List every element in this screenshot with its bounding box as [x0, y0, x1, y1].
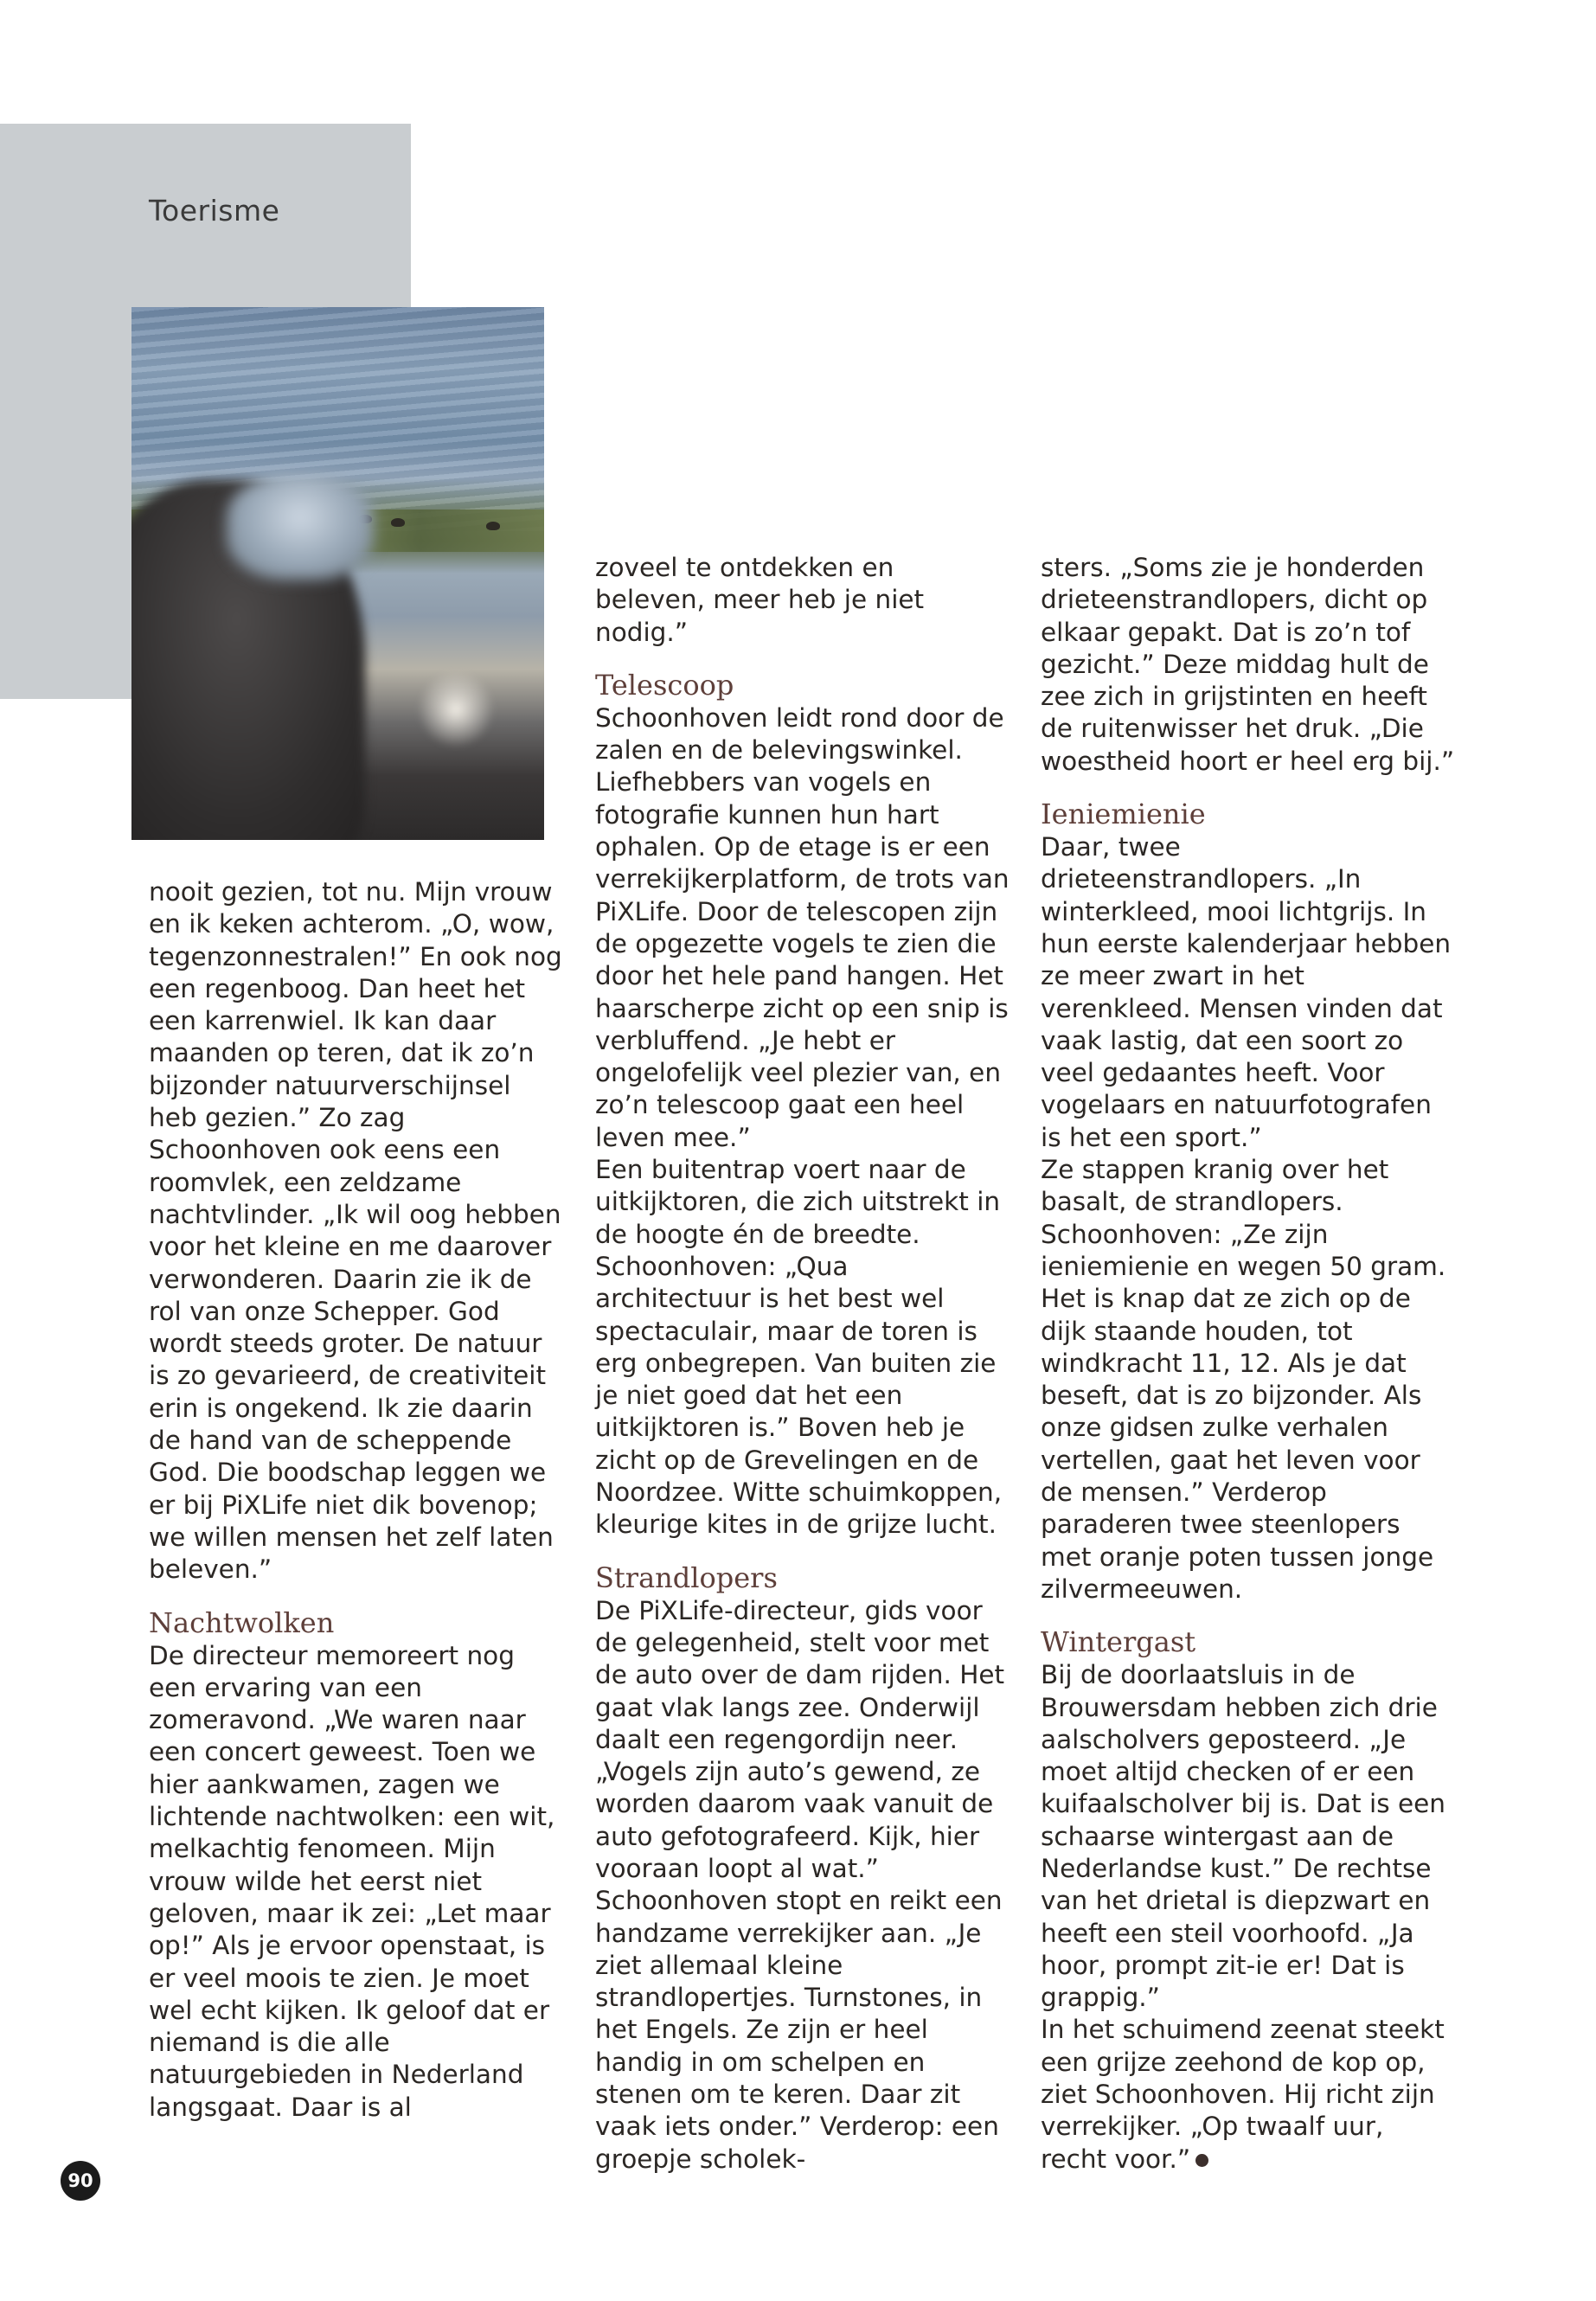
- paragraph: nooit gezien, tot nu. Mijn vrouw en ik keken achterom. „O, wow, tegenzonnestralen!” En ook nog een regenboog. Dan heet het een karrenwiel. Ik kan daar maanden op teren, dat ik zo’n bijzonder natuurverschijnsel heb gezien.” Zo zag Schoonhoven ook eens een roomvlek, een zeldzame nachtvlinder. „Ik wil oog hebben voor het kleine en me daarover verwonderen. Daarin zie ik de rol van onze Schepper. God wordt steeds groter. De natuur is zo gevarieerd, de creativiteit erin is ongekend. Ik zie daarin de hand van de scheppende God. Die boodschap leggen we er bij PiXLife niet dik bovenop; we willen mensen het zelf laten beleven.”: [149, 877, 562, 1585]
- article-column-2: [595, 552, 1010, 2176]
- paragraph: Daar, twee drieteenstrandlopers. „In winterkleed, mooi lichtgrijs. In hun eerste kalenderjaar hebben ze meer zwart in het verenkleed. Mensen vinden dat vaak lastig, dat een soort zo veel gedaantes heeft. Voor vogelaars en natuurfotografen is het een sport.”: [1041, 832, 1452, 1152]
- subheading-strandlopers: Strandlopers: [595, 1561, 778, 1594]
- paragraph: zoveel te ontdekken en beleven, meer heb je niet nodig.”: [595, 553, 925, 647]
- article-photo: [131, 307, 544, 840]
- paragraph: Een buitentrap voert naar de uitkijktoren, die zich uitstrekt in de hoogte én de breedte. Schoonhoven: „Qua architectuur is het best wel spectaculair, maar de toren is erg onbegrepen. Van buiten zie je niet goed dat het een uitkijktoren is.” Boven heb je zicht op de Grevelingen en de Noordzee. Witte schuimkoppen, kleurige kites in de grijze lucht.: [595, 1155, 1003, 1540]
- paragraph: Schoonhoven leidt rond door de zalen en de belevingswinkel. Liefhebbers van vogels en fotografie kunnen hun hart ophalen. Op de etage is er een verrekijkerplatform, de trots van PiXLife. Door de telescopen zijn de opgezette vogels te zien die door het hele pand hangen. Het haarscherpe zicht op een snip is verbluffend. „Je hebt er ongelofelijk veel plezier van, en zo’n telescoop gaat een heel leven mee.”: [595, 702, 1010, 1152]
- page-number: 90: [61, 2161, 100, 2201]
- article-column-3: [1041, 552, 1456, 2176]
- subheading-telescoop: Telescoop: [595, 668, 734, 702]
- closing-text: In het schuimend zeenat steekt een grijze zeehond de kop op, ziet Schoonhoven. Hij richt zijn verrekijker. „Op twaalf uur, recht voor.”: [1041, 2015, 1445, 2174]
- bird-icon: [391, 518, 405, 527]
- light-glow: [417, 670, 495, 748]
- end-mark-icon: [1195, 2154, 1208, 2167]
- paragraph: De PiXLife-directeur, gids voor de gelegenheid, stelt voor met de auto over de dam rijden. Het gaat vlak langs zee. Onderwijl daalt een regengordijn neer. „Vogels zijn auto’s gewend, ze worden daarom vaak vanuit de auto gefotografeerd. Kijk, hier vooraan loopt al wat.” Schoonhoven stopt en reikt een handzame verrekijker aan. „Je ziet allemaal kleine strandlopertjes. Turnstones, in het Engels. Ze zijn er heel handig in om schelpen en stenen om te keren. Daar zit vaak iets onder.” Verderop: een groepje scholek-: [595, 1595, 1005, 2174]
- subheading-nachtwolken: Nachtwolken: [149, 1606, 335, 1639]
- bird-icon: [486, 522, 500, 530]
- paragraph: Bij de doorlaatsluis in de Brouwersdam hebben zich drie aalscholvers geposteerd. „Je moet altijd checken of er een kuifaalscholver bij is. Dat is een schaarse wintergast aan de Nederlandse kust.” De rechtse van het drietal is diepzwart en heeft een steil voorhoofd. „Ja hoor, prompt zit-ie er! Dat is grappig.”: [1041, 1660, 1445, 2013]
- section-label: Toerisme: [149, 194, 280, 228]
- article-column-1: [149, 876, 564, 2124]
- paragraph: De directeur memoreert nog een ervaring van een zomeravond. „We waren naar een concert geweest. Toen we hier aankwamen, zagen we lichtende nachtwolken: een wit, melkachtig fenomeen. Mijn vrouw wilde het eerst niet geloven, maar ik zei: „Let maar op!” Als je ervoor openstaat, is er veel moois te zien. Je moet wel echt kijken. Ik geloof dat er niemand is die alle natuurgebieden in Nederland langsgaat. Daar is al: [149, 1640, 555, 2122]
- subheading-wintergast: Wintergast: [1041, 1625, 1196, 1659]
- paragraph: Ze stappen kranig over het basalt, de strandlopers. Schoonhoven: „Ze zijn ieniemienie en wegen 50 gram. Het is knap dat ze zich op de dijk staande houden, tot windkracht 11, 12. Als je dat beseft, dat is zo bijzonder. Als onze gidsen zulke verhalen vertellen, gaat het leven voor de mensen.” Verderop paraderen twee steenlopers met oranje poten tussen jonge zilvermeeuwen.: [1041, 1155, 1446, 1604]
- paragraph-final: [1041, 2014, 1456, 2175]
- paragraph: sters. „Soms zie je honderden drieteenstrandlopers, dicht op elkaar gepakt. Dat is zo’n tof gezicht.” Deze middag hult de zee zich in grijstinten en heeft de ruitenwisser het druk. „Die woestheid hoort er heel erg bij.”: [1041, 553, 1455, 776]
- subheading-ieniemienie: Ieniemienie: [1041, 798, 1206, 831]
- binoculars-icon: [227, 476, 374, 580]
